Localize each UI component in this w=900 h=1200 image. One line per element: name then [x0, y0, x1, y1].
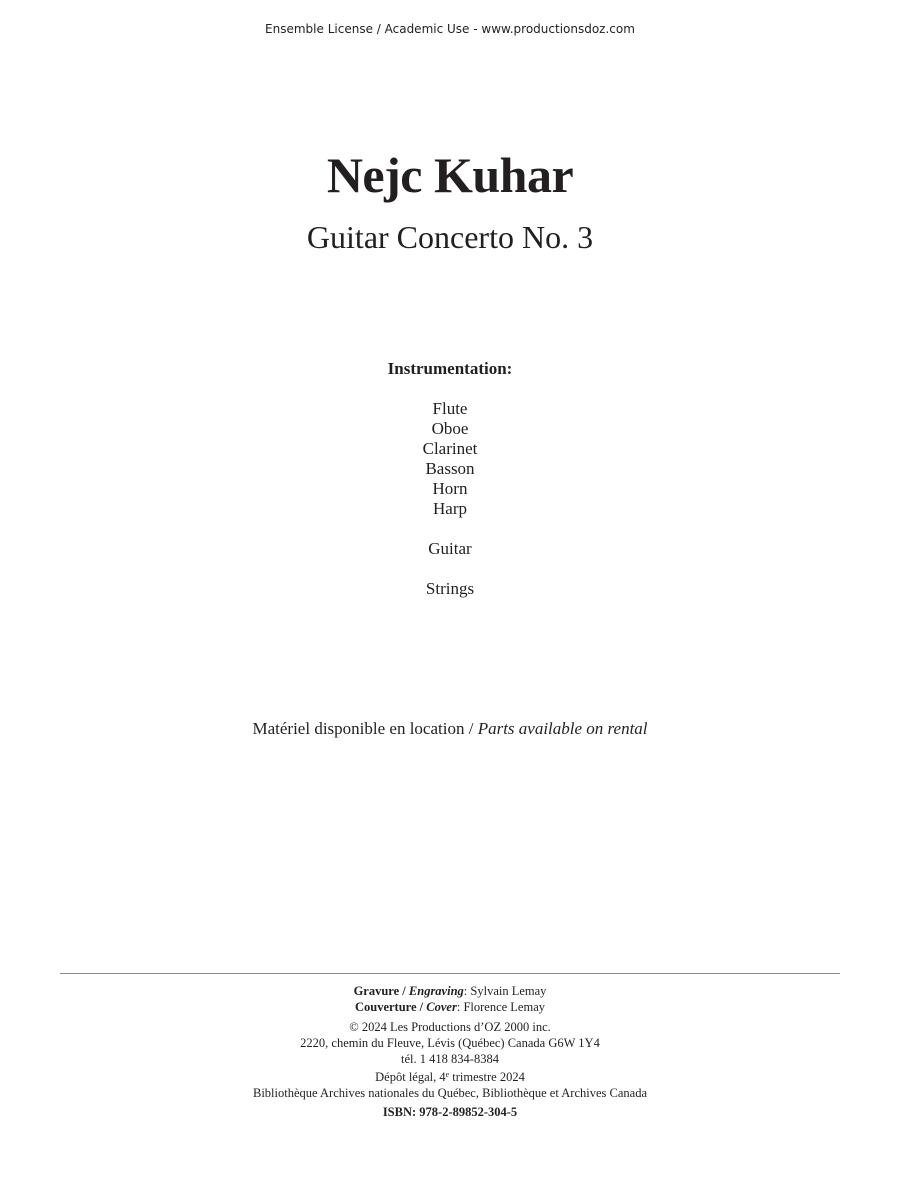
- legal-deposit-sup: e: [445, 1070, 450, 1079]
- instrument-item: Strings: [425, 579, 475, 598]
- legal-deposit-prefix: Dépôt légal, 4: [375, 1070, 446, 1084]
- instrument-list-winds: [0, 399, 900, 519]
- cover-credit: [0, 999, 900, 1015]
- instrument-soloist: [0, 539, 900, 559]
- composer-name: Nejc Kuhar: [326, 147, 574, 203]
- instrument-item: Clarinet: [422, 439, 478, 458]
- rental-notice: [0, 719, 900, 739]
- legal-deposit-suffix: trimestre 2024: [449, 1070, 525, 1084]
- legal-deposit-block: [0, 1069, 900, 1101]
- publisher-address: 2220, chemin du Fleuve, Lévis (Québec) Canada G6W 1Y4: [300, 1036, 600, 1050]
- cover-label-fr: Couverture /: [354, 1000, 427, 1014]
- publisher-block: [0, 1019, 900, 1067]
- footer-divider: [60, 973, 840, 974]
- instrument-item: Horn: [432, 479, 468, 498]
- cover-label-en: Cover: [426, 1000, 457, 1014]
- instrument-item: Harp: [433, 499, 467, 518]
- cover-name: : Florence Lemay: [456, 1000, 546, 1014]
- copyright: © 2024 Les Productions d’OZ 2000 inc.: [349, 1020, 551, 1034]
- engraving-credit: [0, 983, 900, 999]
- credits-block: [0, 983, 900, 1015]
- engraving-label-fr: Gravure /: [353, 984, 409, 998]
- isbn-block: [0, 1104, 900, 1120]
- libraries: Bibliothèque Archives nationales du Québec, Bibliothèque et Archives Canada: [253, 1086, 647, 1100]
- legal-deposit: [0, 1069, 900, 1085]
- engraving-label-en: Engraving: [408, 984, 464, 998]
- work-title: Guitar Concerto No. 3: [306, 219, 594, 255]
- instrument-item: Basson: [425, 459, 475, 478]
- rental-notice-en: Parts available on rental: [477, 719, 648, 738]
- isbn: ISBN: 978-2-89852-304-5: [382, 1105, 518, 1119]
- instrument-strings: [0, 579, 900, 599]
- instrumentation-heading: Instrumentation:: [387, 359, 513, 378]
- instrument-item: Flute: [432, 399, 468, 418]
- license-header: Ensemble License / Academic Use - www.productionsdoz.com: [265, 22, 635, 36]
- publisher-phone: tél. 1 418 834-8384: [401, 1052, 499, 1066]
- engraving-name: : Sylvain Lemay: [463, 984, 547, 998]
- instrument-item: Oboe: [431, 419, 469, 438]
- instrument-item: Guitar: [428, 539, 472, 558]
- rental-notice-fr: Matériel disponible en location /: [252, 719, 478, 738]
